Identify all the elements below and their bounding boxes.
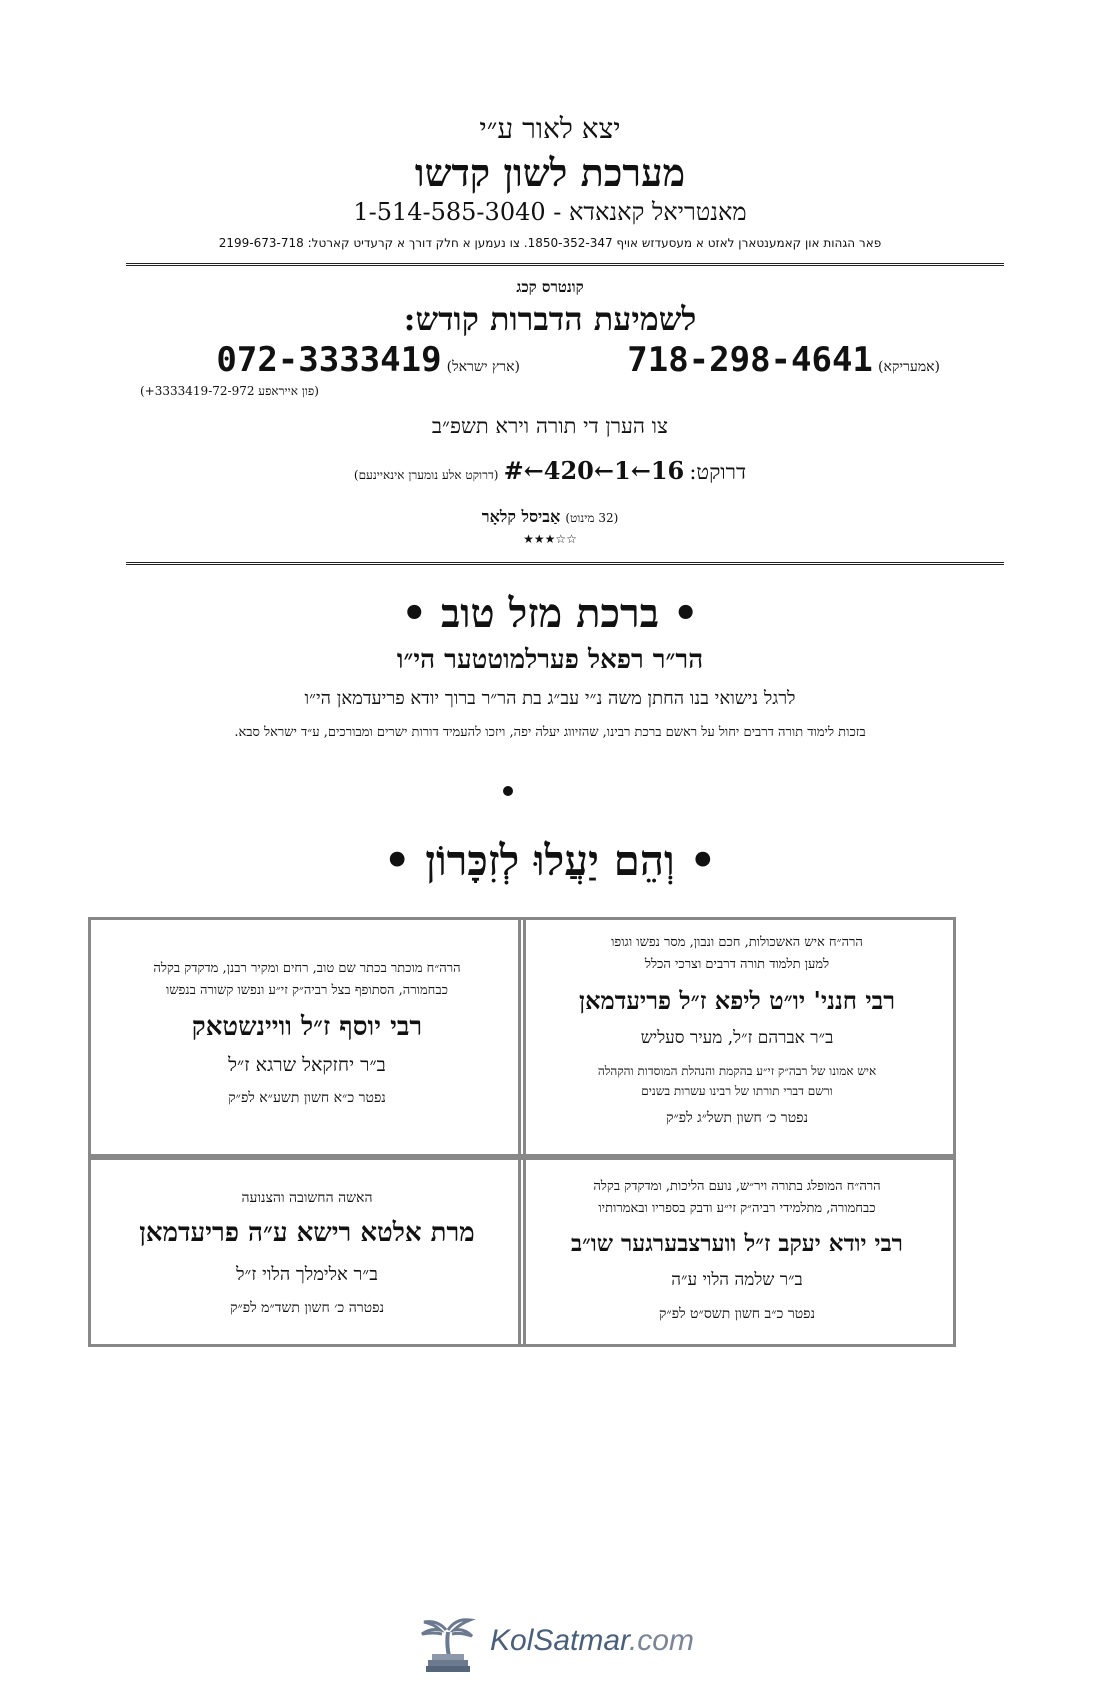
box-name: רבי יוסף ז״ל וויינשטאק xyxy=(191,1012,423,1042)
box-line: הרה״ח מוכתר בכתר שם טוב, רחים ומקיר רבנן, מדקדק בקלה xyxy=(153,961,461,976)
memorial-box-chananya-friedman xyxy=(518,917,956,1157)
box-line: האשה החשובה והצנועה xyxy=(241,1190,373,1206)
press-code: 16←1←420←# xyxy=(503,456,685,485)
box-name: מרת אלטא רישא ע״ה פריעדמאן xyxy=(139,1218,475,1248)
box-line: כבחמורה, מתלמידי רביה״ק זי״ע ודבק בספריו ובאמרותיו xyxy=(598,1201,876,1216)
parsha-line: צו הערן די תורה וירא תשפ״ב xyxy=(431,414,669,438)
footer-logo-text[interactable] xyxy=(490,1624,694,1658)
publisher-name: מערכת לשון קדשו xyxy=(414,150,686,195)
box-father: ב״ר שלמה הלוי ע״ה xyxy=(671,1270,803,1290)
publisher-line: יצא לאור ע״י xyxy=(479,112,621,145)
logo-suffix: .com xyxy=(628,1624,694,1657)
bullet-dot xyxy=(503,786,513,796)
il-phone-line xyxy=(140,340,520,380)
us-label: (אמעריקא) xyxy=(878,359,940,375)
publisher-notice: פאר הגהות און קאמענטארן לאזט א מעסעדזש אויף 1850-352-347. צו נעמען א חלק דורך א קרעדיט קארטל: 2199-673-718 xyxy=(218,236,882,250)
divider xyxy=(126,562,1004,565)
press-line xyxy=(0,456,1100,485)
press-note: (דרוקט אלע נומערן אינאיינעם) xyxy=(353,468,499,482)
box-line: כבחמורה, הסתופף בצל רביה״ק זי״ע ונפשו קשורה בנפשו xyxy=(166,983,448,998)
box-line: ורשם דברי תורתו של רבינו עשרות בשנים xyxy=(641,1084,833,1098)
box-date: נפטר כ״ב חשון תשס״ט לפ״ק xyxy=(658,1306,816,1322)
duration: (32 מינוט) xyxy=(565,511,619,525)
palm-tree-books-icon xyxy=(418,1610,478,1676)
box-name: רבי חנני' יו״ט ליפא ז״ל פריעדמאן xyxy=(579,986,895,1015)
box-line: הרה״ח המופלג בתורה ויר״ש, נועם הליכות, ומדקדק בקלה xyxy=(593,1179,881,1194)
box-father: ב״ר יחזקאל שרגא ז״ל xyxy=(228,1054,386,1076)
memorial-box-yehuda-wurzberger xyxy=(518,1157,956,1347)
box-date: נפטר כ׳ חשון תשל״ג לפ״ק xyxy=(665,1110,809,1126)
box-father: ב״ר אלימלך הלוי ז״ל xyxy=(236,1264,378,1285)
press-label: דרוקט: xyxy=(689,460,747,484)
kuntres-title: לשמיעת הדברות קודש: xyxy=(403,300,697,338)
box-line: איש אמונו של רבה״ק זי״ע בהקמת והנהלת המוסדות והקהלה xyxy=(597,1064,877,1078)
mazel-tov-title: • ברכת מזל טוב • xyxy=(401,590,699,637)
mazel-tov-blessing: בזכות לימוד תורה דרבים יחול על ראשם ברכת רבינו, שהזיווג יעלה יפה, ויזכו להעמיד דורות ישרים ומבורכים, ע״ד ישראל סבא. xyxy=(234,725,866,740)
box-father: ב״ר אברהם ז״ל, מעיר סעליש xyxy=(640,1028,834,1048)
us-phone[interactable]: 718-298-4641 xyxy=(627,340,873,380)
memorial-box-yosef-weinstock xyxy=(88,917,526,1157)
europe-phone: (פון אייראפע 3333419-72-972+) xyxy=(140,384,319,398)
il-phone[interactable]: 072-3333419 xyxy=(216,340,442,380)
memorial-box-alta-reisha-friedman xyxy=(88,1157,526,1347)
mazel-tov-name: הר״ר רפאל פערלמוטטער הי״ו xyxy=(396,645,704,675)
mazel-tov-detail: לרגל נישואי בנו החתן משה נ״י עב״ג בת הר״ר ברוך יודא פריעדמאן הי״ו xyxy=(304,688,796,709)
box-line: למען תלמוד תורה דרבים וצרכי הכלל xyxy=(644,957,830,972)
memorial-title: • וְהֵם יַעֲלוּ לְזִכָּרוֹן • xyxy=(383,836,717,885)
duration-line xyxy=(0,507,1100,527)
box-name: רבי יודא יעקב ז״ל ווערצבערגער שו״ב xyxy=(571,1230,903,1257)
box-line: הרה״ח איש האשכולות, חכם ונבון, מסר נפשו וגופו xyxy=(611,935,863,950)
box-date: נפטרה כ׳ חשון תשד״מ לפ״ק xyxy=(230,1300,384,1316)
divider xyxy=(126,263,1004,266)
publisher-city-phone: מאנטריאל קאנאדא - 1-514-585-3040 xyxy=(353,198,747,226)
clarity: אַביסל קלאָר xyxy=(481,507,561,526)
kuntres-label: קונטרס קכג xyxy=(516,278,584,296)
il-label: (ארץ ישראל) xyxy=(446,359,520,375)
us-phone-line xyxy=(560,340,940,380)
box-date: נפטר כ״א חשון תשע״א לפ״ק xyxy=(228,1090,386,1106)
rating-stars: ★★★☆☆ xyxy=(523,532,577,546)
logo-main: KolSatmar xyxy=(490,1624,629,1657)
